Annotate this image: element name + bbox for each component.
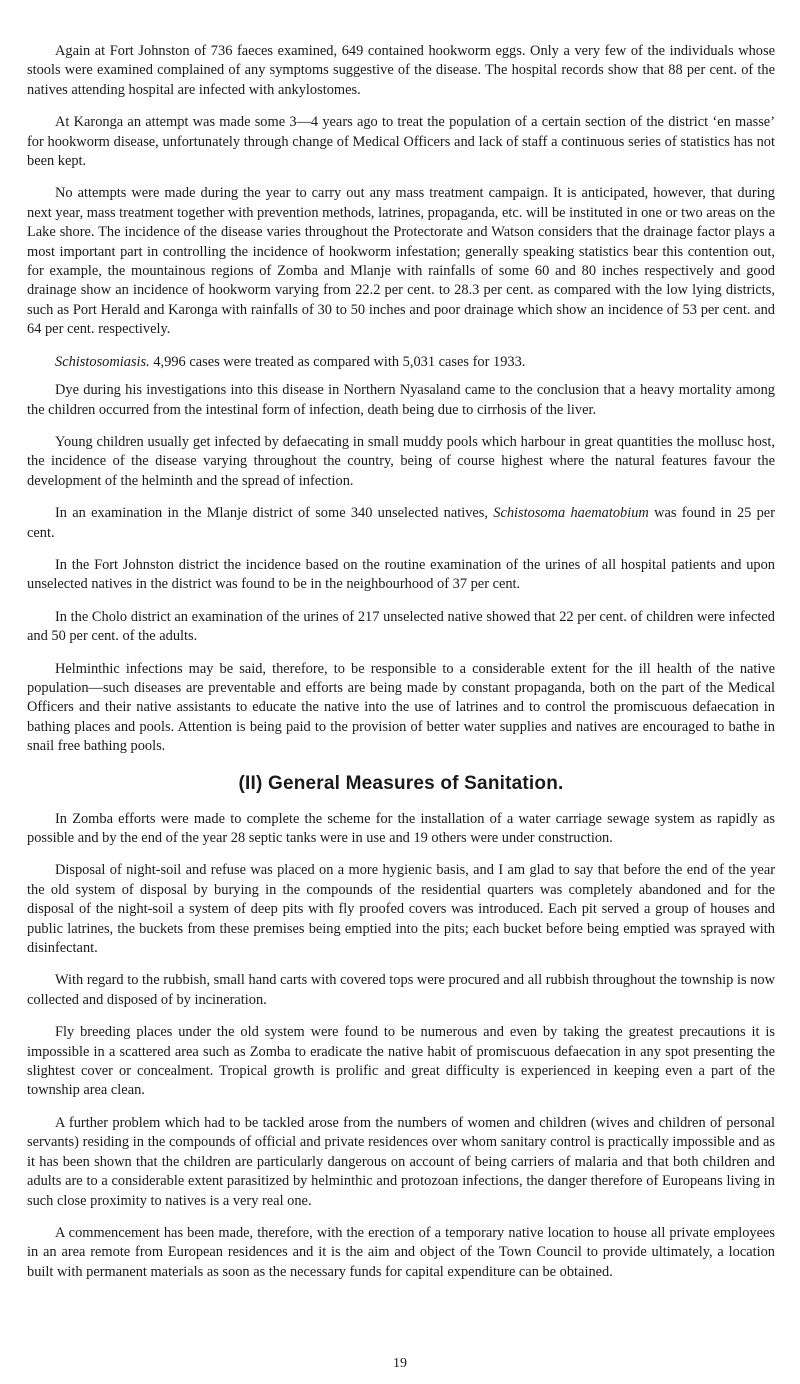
- paragraph-mlanje-examination: [27, 504, 775, 543]
- paragraph-fort-johnston-urines: In the Fort Johnston district the incidence based on the routine examination of the urines of all hospital patients and upon unselected natives in the district was found to be in the neighbourhood of 37 per cent.: [27, 556, 775, 593]
- paragraph-fly-breeding: Fly breeding places under the old system were found to be numerous and even by taking the greatest precautions it is impossible in a scattered area such as Zomba to eradicate the native habit of promiscuous defaecation in any spot presenting the slightest cover or concealment. Tropical growth is prolific and great difficulty is experienced in keeping even a part of the township area clean.: [27, 1024, 775, 1099]
- mlanje-text-a: In an examination in the Mlanje district of some 340 unselected natives,: [55, 505, 494, 522]
- subheading-schistosomiasis: Schistosomiasis.: [55, 353, 150, 370]
- paragraph-young-children: Young children usually get infected by defaecating in small muddy pools which harbour in great quantities the mollusc host, the incidence of the disease varying throughout the country, being of course highest where the natural features favour the development of the helminth and the spread of infection.: [27, 433, 775, 489]
- paragraph-cholo-district: In the Cholo district an examination of the urines of 217 unselected native showed that 22 per cent. of children were infected and 50 per cent. of the adults.: [27, 608, 775, 645]
- paragraph-dye-investigation: Dye during his investigations into this disease in Northern Nyasaland came to the conclusion that a heavy mortality among the children occurred from the intestinal form of infection, death being due to cirrhosis of the liver.: [27, 382, 775, 418]
- mlanje-text-b: was found in 25 per cent.: [27, 505, 775, 541]
- paragraph-karonga-treatment: At Karonga an attempt was made some 3—4 years ago to treat the population of a certain section of the district ‘en masse’ for hookworm disease, unfortunately through change of Medical Officers and lack of staff a continuous series of statistics has not been kept.: [27, 114, 775, 170]
- paragraph-helminthic-infections: Helminthic infections may be said, therefore, to be responsible to a considerable extent for the ill health of the native population—such diseases are preventable and efforts are being made by constant propaganda, both on the part of the Medical Officers and their native assistants to educate the native into the use of latrines and to control the promiscuous defaecation in bathing places and pools. Attention is being paid to the provision of better water supplies and natives are encouraged to bathe in snail free bathing pools.: [27, 660, 775, 755]
- page-number: 19: [393, 1356, 407, 1371]
- paragraph-mass-treatment: No attempts were made during the year to carry out any mass treatment campaign. It is anticipated, however, that during next year, mass treatment together with prevention methods, latrines, propaganda, etc. will be instituted in one or two areas on the Lake shore. The incidence of the disease varies throughout the Protectorate and Watson considers that the drainage factor plays a most important part in controlling the incidence of hookworm infestation; generally speaking statistics bear this contention out, for example, the mountainous regions of Zomba and Mlanje with rainfalls of some 60 and 80 inches respectively and good drainage show an incidence of hookworm varying from 22.2 per cent. to 28.3 per cent. as compared with the low lying districts, such as Port Herald and Karonga with rainfalls of 30 to 50 inches and poor drainage which show an incidence of 53 per cent. and 64 per cent. respectively.: [27, 185, 775, 338]
- paragraph-women-children: A further problem which had to be tackled arose from the numbers of women and children (wives and children of personal servants) residing in the compounds of official and private residences over whom sanitary control is practically impossible and as it has been shown that the children are particularly dangerous on account of being carriers of malaria and that both children and adults are to a considerable extent parasitized by helminthic and protozoan infections, the danger therefore of Europeans living in such close proximity to natives is a very real one.: [27, 1114, 775, 1209]
- section-heading: (II) General Measures of Sanitation.: [238, 772, 564, 794]
- paragraph-hookworm-fort-johnston: Again at Fort Johnston of 736 faeces examined, 649 contained hookworm eggs. Only a very few of the individuals whose stools were examined complained of any symptoms suggestive of the disease. The hospital records show that 88 per cent. of the natives attending hospital are infected with ankylostomes.: [27, 43, 775, 98]
- paragraph-zomba-sewage: In Zomba efforts were made to complete the scheme for the installation of a water carriage sewage system as rapidly as possible and by the end of the year 28 septic tanks were in use and 19 others were under construction.: [27, 810, 775, 846]
- paragraph-schistosomiasis: [27, 353, 775, 372]
- paragraph-night-soil: Disposal of night-soil and refuse was placed on a more hygienic basis, and I am glad to say that before the end of the year the old system of disposal by burying in the compounds of the residential quarters was completely abandoned and for the disposal of the night-soil a system of deep pits with fly proofed covers was introduced. Each pit served a group of houses and public latrines, the buckets from these premises being emptied into the pits; each bucket before being emptied was sprayed with disinfectant.: [27, 862, 775, 957]
- schistosomiasis-cases-text: 4,996 cases were treated as compared with 5,031 cases for 1933.: [149, 353, 526, 370]
- paragraph-rubbish: With regard to the rubbish, small hand carts with covered tops were procured and all rubbish throughout the township is now collected and disposed of by incineration.: [27, 972, 775, 1008]
- document-page: [27, 42, 775, 1295]
- paragraph-native-location: A commencement has been made, therefore, with the erection of a temporary native location to house all private employees in an area remote from European residences and it is the aim and object of the Town Council to provide ultimately, a location built with permanent materials as soon as the necessary funds for capital expenditure can be obtained.: [27, 1224, 775, 1280]
- species-name: Schistosoma haematobium: [493, 505, 649, 522]
